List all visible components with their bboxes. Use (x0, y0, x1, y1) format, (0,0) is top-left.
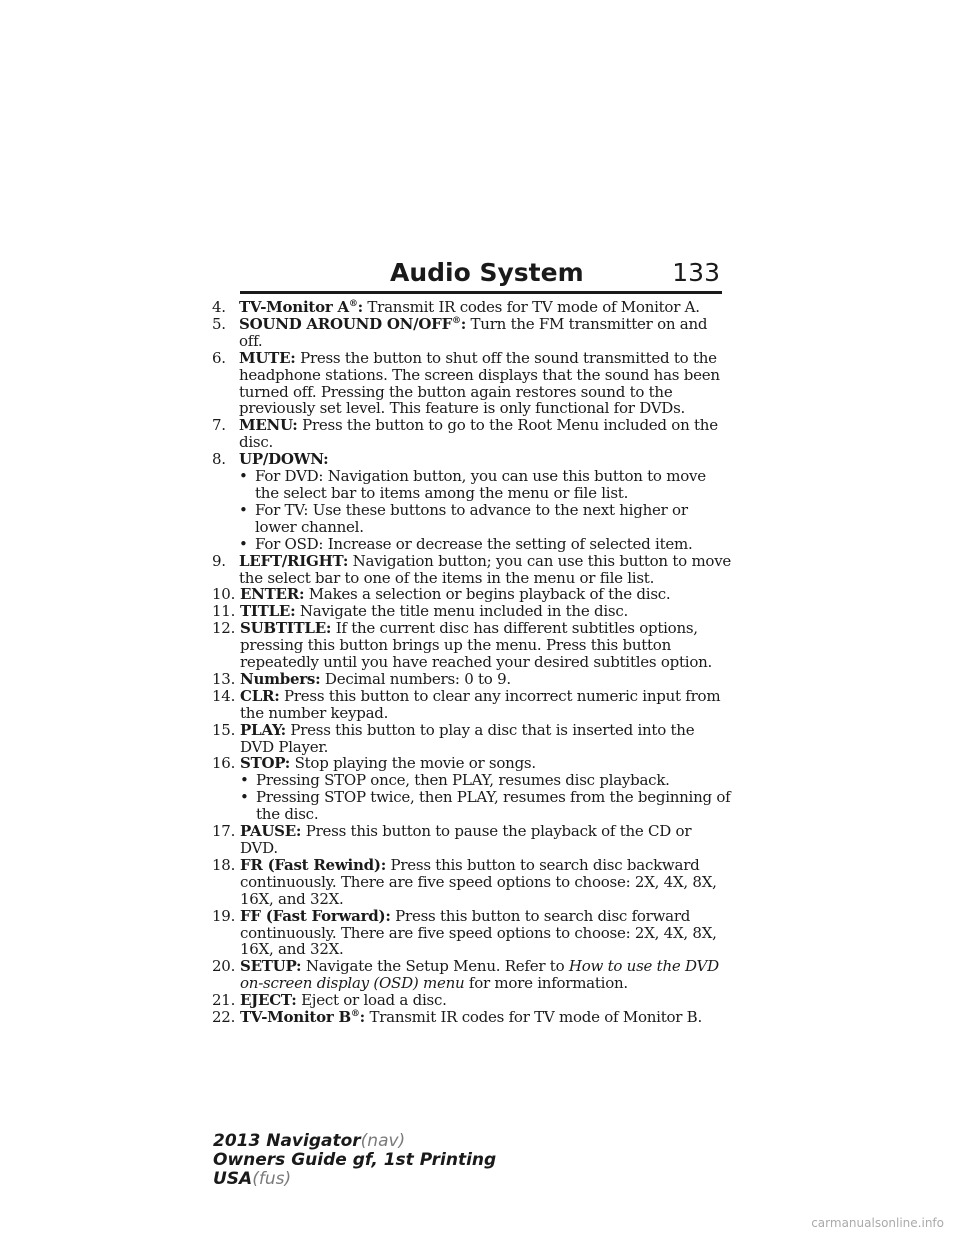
item-label: TITLE: (240, 602, 296, 621)
list-item (212, 823, 732, 857)
item-body (239, 553, 732, 587)
item-label: ENTER: (240, 585, 305, 604)
item-text: Press the button to shut off the sound transmitted to the headphone stations. The screen displays that the sound has been turned off. Pressing the button again restores sound to the previously set level. This feature is only functional for DVDs. (239, 348, 720, 418)
item-label: MUTE: (239, 348, 296, 367)
item-text: Press this button to search disc forward continuously. There are five speed options to choose: 2X, 4X, 8X, 16X, and 32X. (240, 906, 717, 959)
item-label: TV-Monitor A (239, 298, 349, 316)
footer-model: 2013 Navigator (213, 1131, 361, 1151)
list-item (212, 1009, 732, 1026)
list-item (212, 722, 732, 756)
list-item (212, 958, 732, 992)
list-item (212, 350, 732, 418)
item-number: 17. (212, 822, 236, 841)
bullet-icon: • (240, 788, 249, 807)
item-label: FF (Fast Forward): (240, 906, 391, 925)
footer-market: USA (213, 1169, 253, 1189)
item-label: EJECT: (240, 991, 297, 1010)
item-label: Numbers: (240, 669, 321, 688)
item-number: 20. (212, 957, 236, 976)
page-number: 133 (672, 258, 720, 287)
item-label: PLAY: (240, 720, 286, 739)
list-item (212, 857, 732, 908)
item-number: 4. (212, 298, 226, 316)
bullet-text: For OSD: Increase or decrease the setting of selected item. (255, 534, 693, 553)
bullet-text: For TV: Use these buttons to advance to the next higher or lower channel. (255, 500, 688, 536)
item-label: FR (Fast Rewind): (240, 855, 386, 874)
item-reference: How to use the DVD on-screen display (OSD) menu (240, 957, 719, 993)
registered-mark: ® (350, 1009, 360, 1020)
item-body (240, 722, 732, 756)
footer-edition-info (213, 1132, 496, 1189)
footer-guide: Owners Guide gf, 1st Printing (213, 1150, 497, 1170)
remote-control-list (212, 299, 732, 1026)
bullet-item (240, 772, 732, 789)
bullet-item (239, 536, 732, 553)
item-body (240, 908, 732, 959)
item-text-after: for more information. (464, 974, 628, 993)
bullet-item (239, 502, 732, 536)
item-label: LEFT/RIGHT: (239, 551, 349, 570)
item-label: SOUND AROUND ON/OFF (239, 314, 452, 333)
item-number: 15. (212, 720, 236, 739)
item-body (240, 992, 732, 1009)
item-body (240, 586, 732, 603)
item-number: 10. (212, 585, 236, 604)
item-number: 7. (212, 416, 226, 435)
item-body (239, 350, 732, 418)
item-number: 22. (212, 1008, 236, 1027)
list-item (212, 316, 732, 350)
bullet-item (239, 468, 732, 502)
item-body (240, 857, 732, 908)
bullet-icon: • (240, 771, 249, 790)
item-body (240, 671, 732, 688)
item-label-colon: : (357, 298, 363, 316)
list-item (212, 299, 732, 316)
list-item (212, 908, 732, 959)
page-header (240, 255, 722, 295)
item-label: CLR: (240, 686, 280, 705)
item-number: 19. (212, 906, 236, 925)
footer-model-code: (nav) (360, 1131, 406, 1151)
list-item (212, 603, 732, 620)
list-item (212, 620, 732, 671)
list-item (212, 671, 732, 688)
item-text: Eject or load a disc. (296, 991, 447, 1010)
item-label: MENU: (239, 416, 298, 435)
item-text: Transmit IR codes for TV mode of Monitor A. (362, 298, 700, 316)
footer-market-code: (fus) (252, 1169, 292, 1189)
bullet-text: Pressing STOP once, then PLAY, resumes disc playback. (256, 771, 670, 790)
item-label: SUBTITLE: (240, 619, 332, 638)
item-text: If the current disc has different subtitles options, pressing this button brings up the menu. Press this button repeatedly until you have reached your desired subtitles option. (240, 619, 713, 672)
item-text: Transmit IR codes for TV mode of Monitor B. (364, 1008, 702, 1027)
item-body (240, 603, 732, 620)
item-text: Press this button to play a disc that is inserted into the DVD Player. (240, 720, 695, 756)
item-label: SETUP: (240, 957, 302, 976)
bullet-icon: • (239, 467, 248, 486)
item-body (239, 316, 732, 350)
list-item (212, 553, 732, 587)
list-item (212, 992, 732, 1009)
item-body (239, 299, 732, 316)
item-text: Navigate the Setup Menu. Refer to (301, 957, 569, 976)
item-text: Decimal numbers: 0 to 9. (320, 669, 511, 688)
item-number: 12. (212, 619, 236, 638)
list-item (212, 451, 732, 552)
item-text: Press the button to go to the Root Menu included on the disc. (239, 416, 718, 452)
item-label-colon: : (359, 1008, 365, 1027)
item-body (239, 451, 732, 552)
bullet-text: For DVD: Navigation button, you can use this button to move the select bar to items among the menu or file list. (255, 467, 706, 502)
item-label-colon: : (460, 314, 467, 333)
item-text: Press this button to pause the playback of the CD or DVD. (240, 822, 692, 857)
item-label: TV-Monitor B (240, 1008, 351, 1027)
item-body (240, 755, 732, 823)
item-number: 16. (212, 754, 236, 773)
item-text: Makes a selection or begins playback of the disc. (304, 585, 671, 604)
item-text: Navigate the title menu included in the disc. (295, 602, 628, 621)
registered-mark: ® (451, 315, 461, 326)
item-text: Stop playing the movie or songs. (290, 754, 536, 773)
item-body (240, 823, 732, 857)
item-number: 11. (212, 602, 236, 621)
header-rule (240, 291, 722, 294)
watermark: carmanualsonline.info (811, 1216, 944, 1230)
item-number: 18. (212, 855, 236, 874)
item-number: 8. (212, 450, 226, 469)
item-text: Turn the FM transmitter on and off. (239, 314, 708, 350)
item-label: PAUSE: (240, 822, 302, 841)
registered-mark: ® (348, 299, 358, 309)
item-label: STOP: (240, 754, 291, 773)
item-number: 9. (212, 551, 226, 570)
list-item (212, 755, 732, 823)
item-number: 6. (212, 348, 226, 367)
item-number: 13. (212, 669, 236, 688)
item-number: 21. (212, 991, 236, 1010)
item-body (240, 1009, 732, 1026)
item-body (239, 417, 732, 451)
item-text: Press this button to clear any incorrect numeric input from the number keypad. (240, 686, 721, 722)
item-body (240, 958, 732, 992)
item-body (240, 688, 732, 722)
item-number: 14. (212, 686, 236, 705)
list-item (212, 417, 732, 451)
item-number: 5. (212, 314, 226, 333)
bullet-icon: • (239, 534, 248, 553)
list-item (212, 688, 732, 722)
bullet-icon: • (239, 500, 248, 519)
section-title: Audio System (390, 258, 584, 287)
list-item (212, 586, 732, 603)
bullet-item (240, 789, 732, 823)
item-text: Navigation button; you can use this button to move the select bar to one of the items in the menu or file list. (239, 551, 732, 587)
item-body (240, 620, 732, 671)
bullet-text: Pressing STOP twice, then PLAY, resumes from the beginning of the disc. (256, 788, 731, 824)
item-text: Press this button to search disc backward continuously. There are five speed options to choose: 2X, 4X, 8X, 16X, and 32X. (240, 855, 717, 908)
item-label: UP/DOWN: (239, 450, 329, 469)
